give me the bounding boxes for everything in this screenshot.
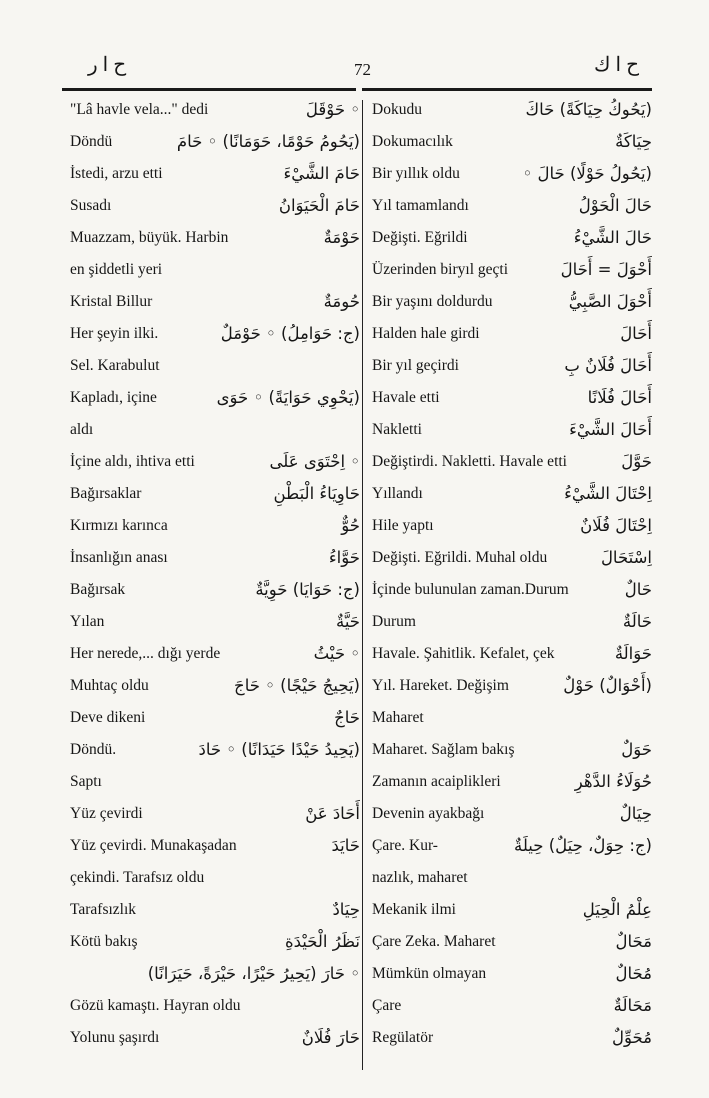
dictionary-entry — [70, 734, 360, 766]
entry-arabic: حَوَالَةٌ — [614, 644, 652, 663]
entry-turkish: Bir yıl geçirdi — [372, 357, 459, 374]
dictionary-entry — [70, 606, 360, 638]
entry-turkish: Her şeyin ilki. — [70, 325, 159, 342]
entry-turkish: Kristal Billur — [70, 293, 153, 310]
entry-arabic: حَالٌ — [624, 580, 652, 599]
dictionary-entry — [70, 158, 360, 190]
entry-turkish: Zamanın acaiplikleri — [372, 773, 501, 790]
dictionary-entry — [372, 638, 652, 670]
entry-turkish: Üzerinden biryıl geçti — [372, 261, 509, 278]
entry-arabic: حَاوِيَاءُ الْبَطْنِ — [273, 484, 360, 503]
dictionary-entry — [372, 222, 652, 254]
entry-arabic: أَحْوَلَ = أَحَالَ — [560, 260, 652, 279]
entry-turkish: Bağırsak — [70, 581, 126, 598]
entry-turkish: Bağırsaklar — [70, 485, 142, 502]
entry-arabic: حَامَ الْحَيَوَانُ — [278, 196, 360, 215]
entry-turkish: Değişti. Eğrildi. Muhal oldu — [372, 549, 548, 566]
dictionary-entry — [70, 638, 360, 670]
right-column — [372, 94, 652, 1054]
dictionary-entry — [372, 574, 652, 606]
entry-turkish: "Lâ havle vela..." dedi — [70, 101, 209, 118]
entry-turkish: Çare Zeka. Maharet — [372, 933, 496, 950]
entry-turkish: Sel. Karabulut — [70, 357, 160, 374]
entry-arabic: (يَحِيجُ حَيْجًا) ◦ حَاجَ — [234, 676, 360, 695]
entry-turkish: Muhtaç oldu — [70, 677, 149, 694]
dictionary-entry — [70, 286, 360, 318]
header-rule-left — [62, 88, 356, 91]
entry-turkish: Mümkün olmayan — [372, 965, 487, 982]
header-left-letters: ح ا ر — [88, 54, 127, 76]
dictionary-entry — [70, 478, 360, 510]
dictionary-entry — [70, 126, 360, 158]
entry-arabic: حَالَ الْحَوْلُ — [578, 196, 652, 215]
entry-arabic: اِحْتَالَ فُلَانٌ — [580, 516, 652, 535]
entry-arabic: حَالَةٌ — [622, 612, 652, 631]
dictionary-entry — [70, 766, 360, 798]
entry-arabic: حَالَ الشَّيْءُ — [573, 228, 652, 247]
header-rule-right — [362, 88, 652, 91]
entry-arabic: ◦ حَوْقَلَ — [305, 100, 360, 119]
entry-turkish: İçine aldı, ihtiva etti — [70, 453, 195, 470]
entry-arabic: مُحَالٌ — [615, 964, 652, 983]
entry-turkish: aldı — [70, 421, 94, 438]
dictionary-entry — [372, 926, 652, 958]
dictionary-entry — [372, 126, 652, 158]
entry-arabic: اِسْتَحَالَ — [600, 548, 652, 567]
entry-turkish: Deve dikeni — [70, 709, 146, 726]
entry-arabic: حَوَّلَ — [621, 452, 652, 471]
left-column — [70, 94, 360, 1054]
dictionary-entry — [372, 606, 652, 638]
entry-turkish: nazlık, maharet — [372, 869, 468, 886]
entry-arabic: ◦ اِحْتَوَى عَلَى — [269, 452, 360, 471]
entry-turkish: çekindi. Tarafsız oldu — [70, 869, 205, 886]
entry-arabic: عِلْمُ الْحِيَلِ — [582, 900, 652, 919]
dictionary-entry — [70, 222, 360, 254]
entry-arabic: أَحَالَ الشَّيْءَ — [569, 420, 652, 439]
dictionary-entry — [372, 510, 652, 542]
dictionary-entry — [70, 926, 360, 958]
entry-turkish: Döndü — [70, 133, 113, 150]
entry-turkish: en şiddetli yeri — [70, 261, 163, 278]
dictionary-entry — [372, 670, 652, 702]
entry-turkish: İnsanlığın anası — [70, 549, 168, 566]
entry-turkish: Tarafsızlık — [70, 901, 137, 918]
dictionary-entry — [372, 734, 652, 766]
page-number: 72 — [354, 60, 371, 79]
entry-turkish: Maharet — [372, 709, 424, 726]
dictionary-entry — [70, 254, 360, 286]
entry-arabic: اِحْتَالَ الشَّيْءُ — [564, 484, 652, 503]
entry-arabic: ◦ حَارَ (يَحِيرُ حَيْرًا، حَيْرَةً، حَيَرَانًا) — [147, 964, 360, 983]
entry-arabic: حَاجٌ — [334, 708, 360, 727]
dictionary-entry — [70, 862, 360, 894]
entry-turkish: Bir yaşını doldurdu — [372, 293, 493, 310]
entry-turkish: Dokudu — [372, 101, 422, 118]
entry-arabic: (يَحُومُ حَوْمًا، حَوَمَانًا) ◦ حَامَ — [176, 132, 360, 151]
entry-turkish: Yıl. Hareket. Değişim — [372, 677, 509, 694]
dictionary-entry — [70, 318, 360, 350]
dictionary-entry — [372, 766, 652, 798]
dictionary-entry — [372, 158, 652, 190]
dictionary-entry — [70, 414, 360, 446]
entry-turkish: Döndü. — [70, 741, 117, 758]
entry-turkish: Yüz çevirdi. Munakaşadan — [70, 837, 237, 854]
entry-turkish: Saptı — [70, 773, 102, 790]
entry-turkish: Maharet. Sağlam bakış — [372, 741, 515, 758]
entry-turkish: Dokumacılık — [372, 133, 453, 150]
entry-arabic: ◦ حَيْثُ — [313, 644, 360, 663]
entry-turkish: Regülatör — [372, 1029, 434, 1046]
entry-turkish: İstedi, arzu etti — [70, 165, 163, 182]
dictionary-entry — [70, 446, 360, 478]
entry-turkish: Yılan — [70, 613, 105, 630]
dictionary-entry — [372, 446, 652, 478]
dictionary-entry — [70, 382, 360, 414]
dictionary-entry — [372, 382, 652, 414]
entry-turkish: Kapladı, içine — [70, 389, 157, 406]
entry-arabic: حَوَّاءُ — [328, 548, 360, 567]
dictionary-entry — [372, 894, 652, 926]
entry-turkish: Havale. Şahitlik. Kefalet, çek — [372, 645, 555, 662]
entry-turkish: Değişti. Eğrildi — [372, 229, 468, 246]
entry-turkish: Nakletti — [372, 421, 422, 438]
entry-turkish: Devenin ayakbağı — [372, 805, 485, 822]
entry-arabic: (يَحْوِي حَوَايَةً) ◦ حَوَى — [216, 388, 360, 407]
entry-turkish: Çare. Kur- — [372, 837, 438, 854]
entry-arabic: أَحَالَ فُلَانٌ بِ — [564, 356, 652, 375]
entry-turkish: Yıllandı — [372, 485, 423, 502]
entry-arabic: (ج: حَوَامِلُ) ◦ حَوْمَلٌ — [220, 324, 360, 343]
dictionary-entry — [372, 542, 652, 574]
entry-arabic: أَحَادَ عَنْ — [305, 804, 360, 823]
entry-arabic: أَحَالَ — [620, 324, 652, 343]
dictionary-entry — [70, 990, 360, 1022]
entry-turkish: Bir yıllık oldu — [372, 165, 460, 182]
dictionary-entry — [372, 254, 652, 286]
dictionary-entry — [372, 190, 652, 222]
entry-turkish: Havale etti — [372, 389, 440, 406]
entry-arabic: (ج: حِوَلٌ، حِيَلٌ) حِيلَةٌ — [513, 836, 652, 855]
entry-arabic: حَارَ فُلَانٌ — [301, 1028, 360, 1047]
header-right-letters: ح ا ك — [594, 54, 639, 76]
entry-arabic: حَوْمَةٌ — [323, 228, 360, 247]
entry-arabic: مَحَالٌ — [615, 932, 652, 951]
dictionary-entry — [372, 830, 652, 862]
entry-turkish: Yıl tamamlandı — [372, 197, 469, 214]
dictionary-entry — [70, 1022, 360, 1054]
dictionary-entry — [70, 350, 360, 382]
dictionary-entry — [372, 702, 652, 734]
entry-arabic: حِيَادٌ — [332, 900, 360, 919]
dictionary-entry — [70, 190, 360, 222]
dictionary-entry — [70, 510, 360, 542]
dictionary-entry — [70, 670, 360, 702]
entry-turkish: Mekanik ilmi — [372, 901, 456, 918]
entry-turkish: Yüz çevirdi — [70, 805, 143, 822]
entry-arabic: (أَحْوَالٌ) حَوْلٌ — [563, 676, 652, 695]
dictionary-entry — [70, 830, 360, 862]
entry-arabic: حُوٌّ — [341, 516, 360, 535]
dictionary-entry — [372, 1022, 652, 1054]
entry-arabic: أَحَالَ فُلَانًا — [587, 388, 652, 407]
entry-turkish: Yolunu şaşırdı — [70, 1029, 160, 1046]
dictionary-entry — [70, 702, 360, 734]
entry-arabic: مُحَوِّلٌ — [611, 1028, 652, 1047]
entry-turkish: Her nerede,... dığı yerde — [70, 645, 221, 662]
dictionary-entry — [70, 542, 360, 574]
dictionary-entry — [372, 990, 652, 1022]
entry-arabic: حَيَّةٌ — [335, 612, 360, 631]
entry-arabic: مَحَالَةٌ — [613, 996, 652, 1015]
entry-arabic: (يَحُوكُ حِيَاكَةً) حَاكَ — [525, 100, 652, 119]
entry-turkish: Gözü kamaştı. Hayran oldu — [70, 997, 241, 1014]
dictionary-entry — [372, 478, 652, 510]
dictionary-entry — [372, 798, 652, 830]
entry-arabic: (يَحُولُ حَوْلًا) حَالَ ◦ — [522, 164, 652, 183]
entry-arabic: (ج: حَوَايَا) حَوِيَّةٌ — [255, 580, 360, 599]
column-divider — [362, 100, 363, 1070]
entry-turkish: İçinde bulunulan zaman.Durum — [372, 581, 569, 598]
dictionary-entry — [70, 574, 360, 606]
dictionary-entry — [372, 862, 652, 894]
dictionary-entry — [70, 94, 360, 126]
entry-turkish: Susadı — [70, 197, 112, 214]
dictionary-entry — [70, 798, 360, 830]
entry-turkish: Değiştirdi. Nakletti. Havale etti — [372, 453, 567, 470]
entry-arabic: (يَحِيدُ حَيْدًا حَيَدَانًا) ◦ حَادَ — [198, 740, 360, 759]
entry-turkish: Halden hale girdi — [372, 325, 480, 342]
dictionary-entry — [372, 350, 652, 382]
dictionary-entry — [372, 286, 652, 318]
entry-turkish: Hile yaptı — [372, 517, 434, 534]
dictionary-entry — [372, 414, 652, 446]
entry-arabic: حَامَ الشَّيْءَ — [283, 164, 360, 183]
entry-arabic: حُوَلَاءُ الدَّهْرِ — [574, 772, 652, 791]
entry-arabic: حِيَالٌ — [619, 804, 652, 823]
entry-arabic: أَحْوَلَ الصَّبِيُّ — [568, 292, 652, 311]
entry-turkish: Çare — [372, 997, 402, 1014]
entry-turkish: Muazzam, büyük. Harbin — [70, 229, 229, 246]
dictionary-entry — [372, 94, 652, 126]
dictionary-entry — [372, 318, 652, 350]
entry-turkish: Kırmızı karınca — [70, 517, 168, 534]
entry-arabic: حَايَدَ — [331, 836, 360, 855]
dictionary-entry — [70, 958, 360, 990]
entry-turkish: Kötü bakış — [70, 933, 138, 950]
entry-arabic: نَظَرُ الْحَيْدَةِ — [284, 932, 360, 951]
entry-arabic: حَوَلٌ — [621, 740, 652, 759]
dictionary-entry — [70, 894, 360, 926]
entry-turkish: Durum — [372, 613, 416, 630]
dictionary-entry — [372, 958, 652, 990]
entry-arabic: حُومَةٌ — [323, 292, 360, 311]
entry-arabic: حِيَاكَةٌ — [615, 132, 652, 151]
